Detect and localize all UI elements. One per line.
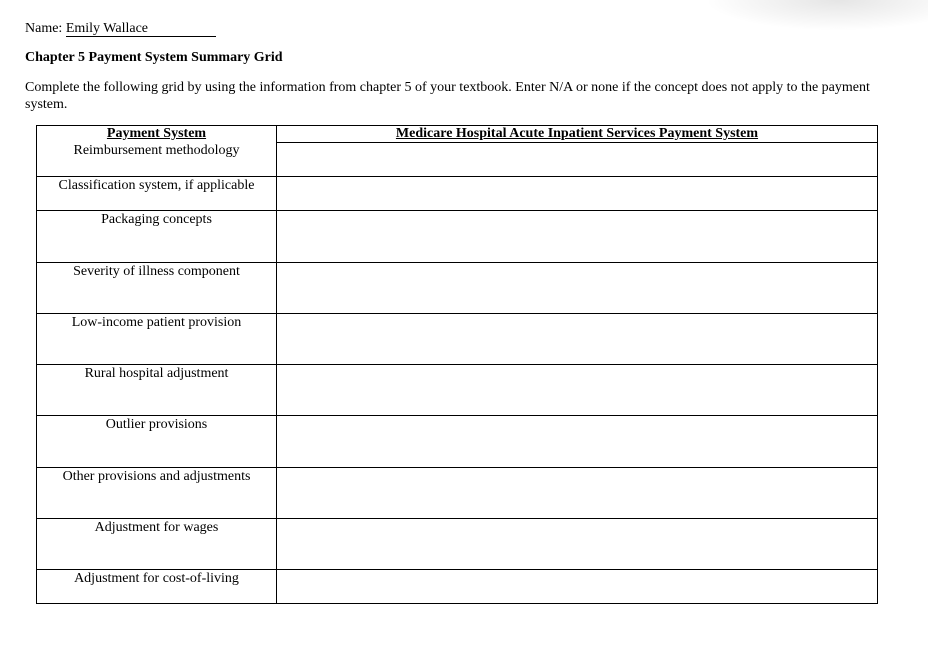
document-title: Chapter 5 Payment System Summary Grid (25, 50, 283, 65)
row-label: Adjustment for cost-of-living (37, 570, 277, 604)
row-label: Severity of illness component (37, 263, 277, 314)
page-shadow (708, 0, 928, 30)
row-value[interactable] (276, 142, 878, 176)
row-label: Other provisions and adjustments (37, 468, 277, 519)
row-value[interactable] (277, 211, 878, 263)
row-label: Classification system, if applicable (37, 177, 277, 211)
row-value[interactable] (277, 519, 878, 570)
grid-row (37, 211, 878, 263)
grid-row (37, 468, 878, 519)
row-value[interactable] (277, 570, 878, 604)
name-field[interactable]: Emily Wallace (66, 21, 216, 37)
column-header-payment-system: Payment System (106, 126, 207, 141)
row-value[interactable] (277, 365, 878, 416)
row-label: Adjustment for wages (37, 519, 277, 570)
row-value[interactable] (277, 263, 878, 314)
name-line (25, 21, 216, 37)
grid-row (37, 177, 878, 211)
row-value[interactable] (277, 314, 878, 365)
grid-row (37, 519, 878, 570)
grid-row (37, 314, 878, 365)
grid-row (37, 570, 878, 604)
grid-value-cell[interactable] (277, 126, 878, 177)
grid-row (37, 126, 878, 177)
row-value[interactable] (277, 468, 878, 519)
row-label: Packaging concepts (37, 211, 277, 263)
instructions-text: Complete the following grid by using the information from chapter 5 of your textbook. Enter N/A or none if the concept does not apply to the payment system. (25, 80, 870, 112)
summary-grid (36, 125, 878, 604)
row-value[interactable] (277, 416, 878, 468)
row-value[interactable] (277, 177, 878, 211)
column-header-medicare-system: Medicare Hospital Acute Inpatient Services Payment System (395, 126, 759, 141)
name-label: Name: (25, 21, 63, 36)
grid-row (37, 263, 878, 314)
grid-row (37, 416, 878, 468)
grid-label-cell (37, 126, 277, 177)
grid-row (37, 365, 878, 416)
row-label: Low-income patient provision (37, 314, 277, 365)
row-label: Outlier provisions (37, 416, 277, 468)
row-label: Reimbursement methodology (73, 143, 240, 158)
row-label: Rural hospital adjustment (37, 365, 277, 416)
